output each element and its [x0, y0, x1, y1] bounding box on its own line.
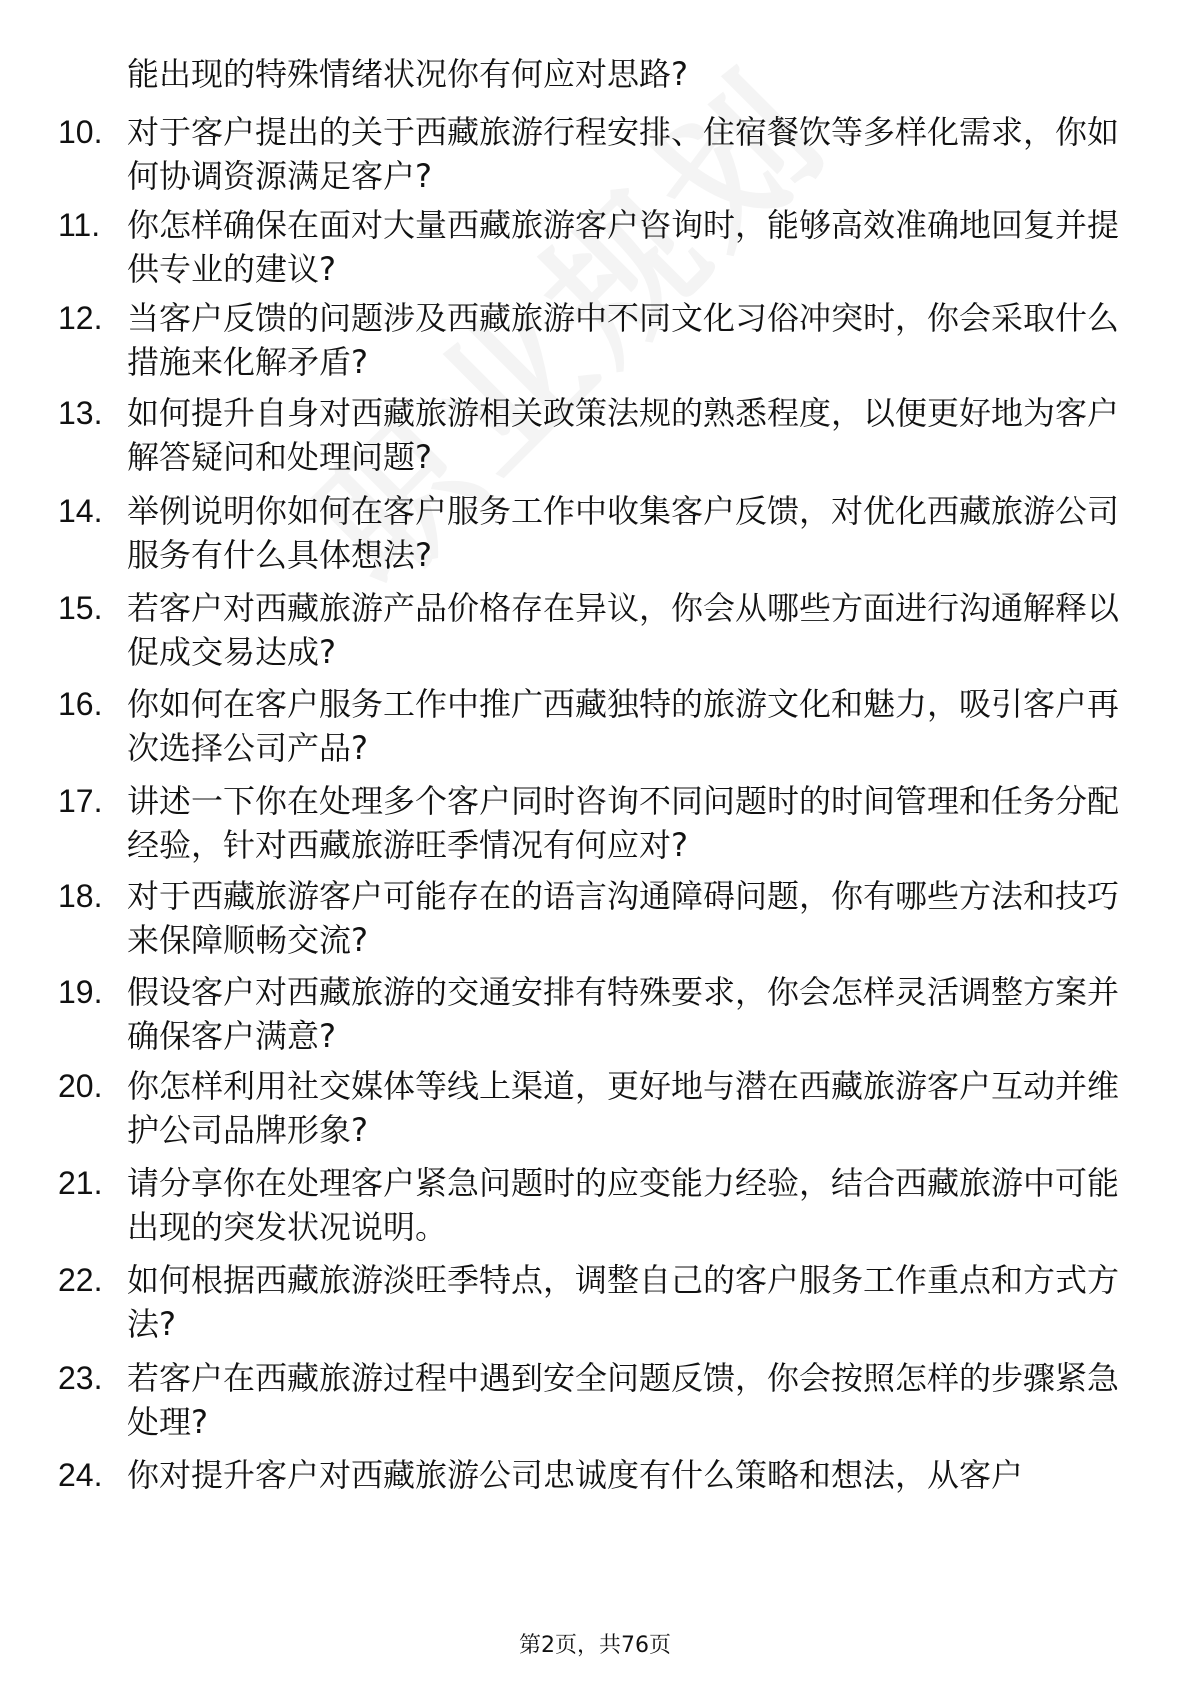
question-number: 22.: [58, 1262, 103, 1298]
question-item-24: [0, 1453, 1190, 1543]
question-text: 对于西藏旅游客户可能存在的语言沟通障碍问题，你有哪些方法和技巧来保障顺畅交流?: [127, 877, 1120, 959]
question-number: 21.: [58, 1165, 103, 1201]
question-text: 如何根据西藏旅游淡旺季特点，调整自己的客户服务工作重点和方式方法?: [127, 1261, 1120, 1343]
question-text: 请分享你在处理客户紧急问题时的应变能力经验，结合西藏旅游中可能出现的突发状况说明。: [127, 1164, 1120, 1246]
question-text: 假设客户对西藏旅游的交通安排有特殊要求，你会怎样灵活调整方案并确保客户满意?: [127, 973, 1120, 1055]
question-text: 若客户在西藏旅游过程中遇到安全问题反馈，你会按照怎样的步骤紧急处理?: [127, 1359, 1120, 1441]
question-item-19: [0, 970, 1190, 1060]
question-item-10: [0, 110, 1190, 200]
question-number: 14.: [58, 493, 103, 529]
continued-question-text: 能出现的特殊情绪状况你有何应对思路?: [127, 55, 688, 93]
question-item-13: [0, 391, 1190, 481]
page-footer: 第2页，共76页: [519, 1633, 671, 1658]
question-number: 20.: [58, 1068, 103, 1104]
question-number: 11.: [58, 207, 101, 243]
question-item-12: [0, 296, 1190, 386]
question-text: 如何提升自身对西藏旅游相关政策法规的熟悉程度，以便更好地为客户解答疑问和处理问题?: [127, 394, 1120, 476]
question-item-20: [0, 1064, 1190, 1154]
question-text: 你怎样确保在面对大量西藏旅游客户咨询时，能够高效准确地回复并提供专业的建议?: [127, 206, 1120, 288]
question-text: 你怎样利用社交媒体等线上渠道，更好地与潜在西藏旅游客户互动并维护公司品牌形象?: [127, 1067, 1120, 1149]
question-number: 17.: [58, 783, 103, 819]
question-item-17: [0, 779, 1190, 869]
question-number: 23.: [58, 1360, 103, 1396]
question-text: 举例说明你如何在客户服务工作中收集客户反馈，对优化西藏旅游公司服务有什么具体想法?: [127, 492, 1120, 574]
question-text: 你如何在客户服务工作中推广西藏独特的旅游文化和魅力，吸引客户再次选择公司产品?: [127, 685, 1120, 767]
question-number: 16.: [58, 686, 103, 722]
question-item-21: [0, 1161, 1190, 1251]
question-text: 若客户对西藏旅游产品价格存在异议，你会从哪些方面进行沟通解释以促成交易达成?: [127, 589, 1120, 671]
question-number: 12.: [58, 300, 103, 336]
question-item-11: [0, 203, 1190, 293]
question-text: 当客户反馈的问题涉及西藏旅游中不同文化习俗冲突时，你会采取什么措施来化解矛盾?: [127, 299, 1120, 381]
question-text: 对于客户提出的关于西藏旅游行程安排、住宿餐饮等多样化需求，你如何协调资源满足客户?: [127, 113, 1120, 195]
question-number: 15.: [58, 590, 103, 626]
question-text: 讲述一下你在处理多个客户同时咨询不同问题时的时间管理和任务分配经验，针对西藏旅游旺季情况有何应对?: [127, 782, 1120, 864]
question-number: 13.: [58, 395, 103, 431]
question-item-23: [0, 1356, 1190, 1446]
question-item-16: [0, 682, 1190, 772]
question-number: 18.: [58, 878, 103, 914]
question-item-22: [0, 1258, 1190, 1348]
question-text: 你对提升客户对西藏旅游公司忠诚度有什么策略和想法，从客户: [127, 1456, 1024, 1494]
question-number: 24.: [58, 1457, 103, 1493]
question-item-18: [0, 874, 1190, 964]
question-number: 10.: [58, 114, 103, 150]
question-number: 19.: [58, 974, 103, 1010]
question-item-15: [0, 586, 1190, 676]
question-item-14: [0, 489, 1190, 579]
